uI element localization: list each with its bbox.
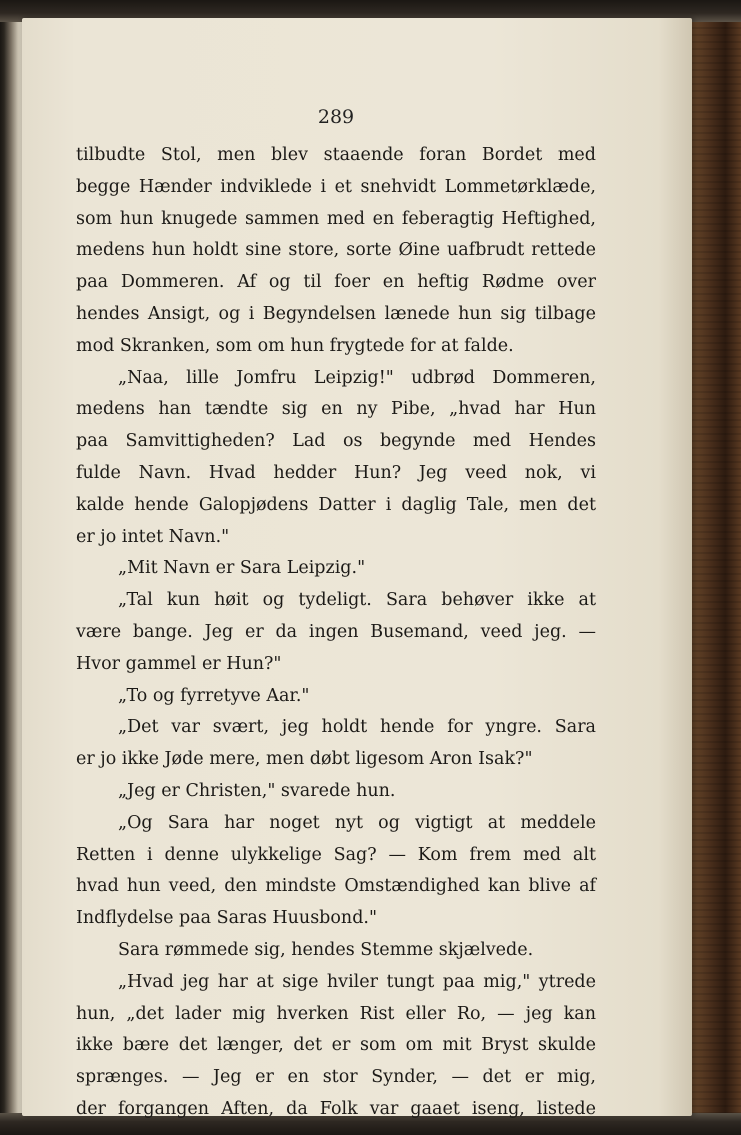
text-line: medens hun holdt sine store, sorte Øine uafbrudt rettede bbox=[76, 240, 596, 261]
text-line: kalde hende Galopjødens Datter i daglig Tale, men det bbox=[76, 494, 596, 515]
text-line: Hvor gammel er Hun?" bbox=[76, 653, 282, 674]
text-line: som hun knugede sammen med en feberagtig Heftighed, bbox=[76, 208, 596, 229]
text-line: paa Samvittigheden? Lad os begynde med Hendes bbox=[76, 431, 596, 452]
text-line: „Mit Navn er Sara Leipzig." bbox=[118, 558, 366, 579]
text-line: „Naa, lille Jomfru Leipzig!" udbrød Dommeren, bbox=[118, 367, 596, 388]
body-text bbox=[76, 140, 596, 1126]
text-line: ikke bære det længer, det er som om mit Bryst skulde bbox=[76, 1035, 596, 1056]
text-line: „Hvad jeg har at sige hviler tungt paa mig," ytrede bbox=[118, 971, 596, 992]
text-line: „Tal kun høit og tydeligt. Sara behøver ikke at bbox=[118, 590, 596, 611]
text-line: Retten i denne ulykkelige Sag? — Kom frem med alt bbox=[76, 844, 596, 865]
text-line: hvad hun veed, den mindste Omstændighed kan blive af bbox=[76, 876, 596, 897]
text-line: mod Skranken, som om hun frygtede for at falde. bbox=[76, 335, 514, 356]
text-line: „Jeg er Christen," svarede hun. bbox=[118, 780, 396, 801]
text-line: begge Hænder indviklede i et snehvidt Lommetørklæde, bbox=[76, 176, 596, 197]
text-line: tilbudte Stol, men blev staaende foran Bordet med bbox=[76, 145, 596, 165]
text-line: er jo ikke Jøde mere, men døbt ligesom Aron Isak?" bbox=[76, 749, 533, 770]
text-line: „Og Sara har noget nyt og vigtigt at meddele bbox=[118, 812, 596, 833]
text-line: medens han tændte sig en ny Pibe, „hvad har Hun bbox=[76, 399, 596, 420]
book-page bbox=[22, 18, 692, 1119]
text-line: der forgangen Aften, da Folk var gaaet iseng, listede bbox=[76, 1098, 596, 1119]
text-line: „To og fyrretyve Aar." bbox=[118, 685, 310, 706]
text-line: Indflydelse paa Saras Huusbond." bbox=[76, 908, 378, 929]
page-number: 289 bbox=[317, 106, 355, 128]
text-line: være bange. Jeg er da ingen Busemand, veed jeg. — bbox=[76, 621, 596, 642]
text-line: hendes Ansigt, og i Begyndelsen lænede hun sig tilbage bbox=[76, 303, 596, 324]
book-spine-edge bbox=[689, 0, 741, 1135]
text-line: Sara rømmede sig, hendes Stemme skjælvede. bbox=[118, 939, 534, 960]
text-line: fulde Navn. Hvad hedder Hun? Jeg veed nok, vi bbox=[76, 462, 596, 483]
text-line: sprænges. — Jeg er en stor Synder, — det er mig, bbox=[76, 1067, 596, 1088]
text-line: paa Dommeren. Af og til foer en heftig Rødme over bbox=[76, 272, 596, 293]
text-line: er jo intet Navn." bbox=[76, 526, 230, 547]
text-line: „Det var svært, jeg holdt hende for yngre. Sara bbox=[118, 717, 596, 738]
text-line: hun, „det lader mig hverken Rist eller Ro, — jeg kan bbox=[76, 1003, 596, 1024]
